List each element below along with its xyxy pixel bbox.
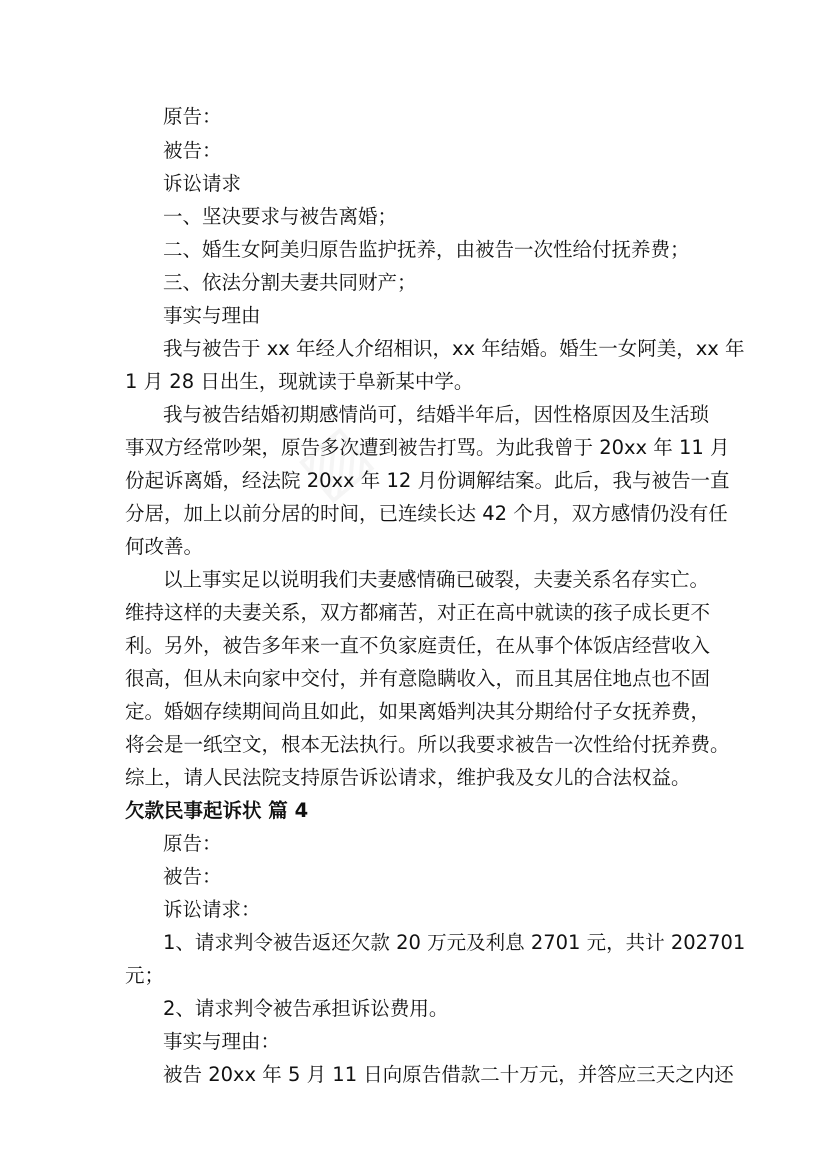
paragraph-line: 被告 20xx 年 5 月 11 日向原告借款二十万元，并答应三天之内还 bbox=[163, 1063, 734, 1086]
paragraph-line: 很高，但从未向家中交付，并有意隐瞒收入，而且其居住地点也不固 bbox=[125, 667, 711, 690]
claim-item: 三、依法分割夫妻共同财产； bbox=[163, 271, 417, 294]
paragraph-line: 将会是一纸空文，根本无法执行。所以我要求被告一次性给付抚养费。 bbox=[125, 733, 730, 756]
defendant-label: 被告： bbox=[163, 139, 222, 162]
paragraph-line: 我与被告结婚初期感情尚可，结婚半年后，因性格原因及生活琐 bbox=[163, 403, 710, 426]
facts-title: 事实与理由 bbox=[163, 304, 261, 327]
claims-title: 诉讼请求： bbox=[163, 898, 261, 921]
section-heading: 欠款民事起诉状 篇 4 bbox=[125, 799, 309, 822]
paragraph-line: 利。另外，被告多年来一直不负家庭责任，在从事个体饭店经营收入 bbox=[125, 634, 711, 657]
paragraph-line: 我与被告于 xx 年经人介绍相识，xx 年结婚。婚生一女阿美，xx 年 bbox=[163, 337, 745, 360]
defendant-label: 被告： bbox=[163, 865, 222, 888]
watermark-mark: ▨ bbox=[281, 408, 385, 514]
claim-item: 2、请求判令被告承担诉讼费用。 bbox=[163, 997, 449, 1020]
paragraph-line: 分居，加上以前分居的时间，已连续长达 42 个月，双方感情仍没有任 bbox=[125, 502, 728, 525]
claim-item: 1、请求判令被告返还欠款 20 万元及利息 2701 元，共计 202701 bbox=[163, 931, 746, 954]
paragraph-line: 何改善。 bbox=[125, 535, 204, 558]
paragraph-line: 以上事实足以说明我们夫妻感情确已破裂，夫妻关系名存实亡。 bbox=[163, 568, 710, 591]
paragraph-line: 维持这样的夫妻关系，双方都痛苦，对正在高中就读的孩子成长更不 bbox=[125, 601, 711, 624]
claim-item-continued: 元； bbox=[125, 964, 165, 987]
claim-item: 一、坚决要求与被告离婚； bbox=[163, 205, 398, 228]
plaintiff-label: 原告： bbox=[163, 832, 222, 855]
paragraph-line: 1 月 28 日出生，现就读于阜新某中学。 bbox=[125, 370, 474, 393]
claim-item: 二、婚生女阿美归原告监护抚养，由被告一次性给付抚养费； bbox=[163, 238, 690, 261]
paragraph-line: 定。婚姻存续期间尚且如此，如果离婚判决其分期给付子女抚养费， bbox=[125, 700, 711, 723]
facts-title: 事实与理由： bbox=[163, 1030, 281, 1053]
claims-title: 诉讼请求 bbox=[163, 172, 242, 195]
plaintiff-label: 原告： bbox=[163, 105, 222, 128]
paragraph-line: 综上，请人民法院支持原告诉讼请求，维护我及女儿的合法权益。 bbox=[125, 766, 691, 789]
paragraph-line: 份起诉离婚，经法院 20xx 年 12 月份调解结案。此后，我与被告一直 bbox=[125, 469, 730, 492]
paragraph-line: 事双方经常吵架，原告多次遭到被告打骂。为此我曾于 20xx 年 11 月 bbox=[125, 436, 730, 459]
